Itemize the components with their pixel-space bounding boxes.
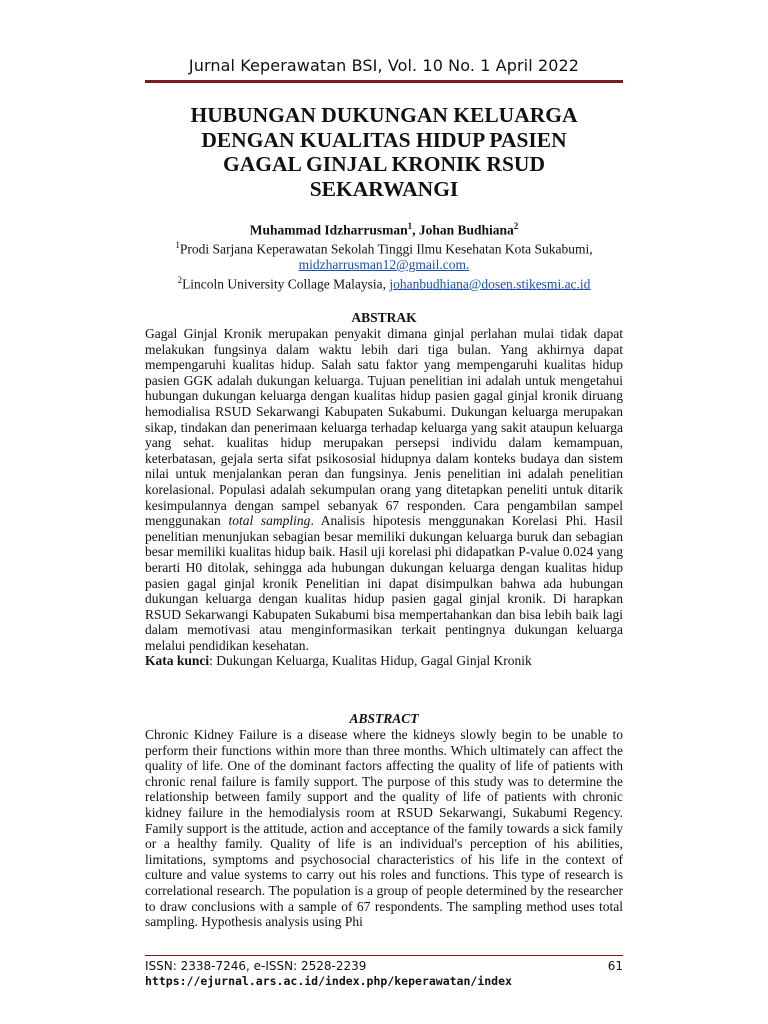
title-line: SEKARWANGI (309, 176, 459, 201)
affiliation-sup: 2 (177, 274, 183, 285)
abstrak-italic-term: total sampling (228, 513, 311, 529)
affiliation-text: Lincoln University Collage Malaysia, (182, 276, 390, 291)
author-sup: 1 (407, 221, 413, 231)
author-block (145, 219, 623, 292)
author-name: Johan Budhiana (418, 222, 514, 238)
abstrak-heading: ABSTRAK (351, 310, 417, 325)
author-sup: 2 (513, 221, 519, 231)
affiliation-text: Prodi Sarjana Keperawatan Sekolah Tinggi Ilmu Kesehatan Kota Sukabumi, (179, 241, 593, 257)
footer-rule (145, 955, 623, 956)
abstract-body: Chronic Kidney Failure is a disease where the kidneys slowly begin to be unable to perform their functions within more than three months. Which ultimately can affect the quality of life. One of the dominant factors affecting the quality of life of patients with chronic renal failure is family support. The purpose of this study was to determine the relationship between family support and the quality of life of patients with chronic kidney failure in the hemodialysis room at RSUD Sekarwangi, Sukabumi Regency. Family support is the attitude, action and acceptance of the family towards a sick family or a healthy family. Quality of life is an individual's perception of his abilities, limitations, symptoms and psychosocial characteristics of his life in the context of culture and value systems to carry out his roles and functions. This type of research is correlational research. The population is a group of people determined by the researcher to draw conclusions with a sample of 67 respondents. The sampling method uses total sampling. Hypothesis analysis using Phi (145, 727, 623, 930)
affiliation-1 (145, 238, 623, 257)
paper-title (145, 103, 623, 201)
affiliation-1-email-line (145, 257, 623, 273)
keywords-label: Kata kunci (145, 653, 210, 669)
author-names (145, 219, 623, 238)
keywords-text: : Dukungan Keluarga, Kualitas Hidup, Gagal Ginjal Kronik (209, 653, 532, 669)
journal-header: Jurnal Keperawatan BSI, Vol. 10 No. 1 April 2022 (188, 56, 580, 75)
affiliation-sup: 1 (175, 240, 180, 250)
page-number: 61 (607, 959, 623, 973)
abstract-heading: ABSTRACT (349, 711, 419, 726)
abstrak-text: Gagal Ginjal Kronik merupakan penyakit dimana ginjal perlahan mulai tidak dapat melakukan fungsinya dalam waktu lebih dari tiga bulan. Yang akhirnya dapat mempengaruhi kualitas hidup. Salah satu faktor yang mempengaruhi kualitas hidup pasien GGK adalah dukungan keluarga. Tujuan penelitian ini adalah untuk mengetahui hubungan dukungan keluarga dengan kualitas hidup pasien gagal ginjal kronik diruang hemodialisa RSUD Sekarwangi Kabupaten Sukabumi. Dukungan keluarga merupakan sikap, tindakan dan penerimaan keluarga terhadap keluarga yang sakit ataupun keluarga yang sehat. kualitas hidup merupakan persepsi individu dalam kemampuan, keterbatasan, gejala serta sifat psikososial hidupnya dalam konteks budaya dan sistem nilai untuk menjalankan peran dan fungsinya. Jenis penelitian ini adalah penelitian korelasional. Populasi adalah sekumpulan orang yang ditetapkan peneliti untuk ditarik kesimpulannya dengan sampel sebanyak 67 responden. Cara pengambilan sampel menggunakan (145, 326, 623, 529)
email-link[interactable]: johanbudhiana@dosen.stikesmi.ac.id (389, 276, 591, 291)
title-line: HUBUNGAN DUKUNGAN KELUARGA (190, 103, 578, 127)
keywords (145, 653, 623, 669)
header-rule (145, 80, 623, 83)
email-link[interactable]: midzharrusman12@gmail.com. (298, 257, 470, 272)
author-separator: , (412, 222, 419, 238)
footer-issn: ISSN: 2338-7246, e-ISSN: 2528-2239 (145, 959, 367, 973)
abstrak-text: . Analisis hipotesis menggunakan Korelasi Phi. Hasil penelitian menunjukan sebagian besar memiliki dukungan keluarga buruk dan sebagian besar memiliki kualitas hidup baik. Hasil uji korelasi phi didapatkan P-value 0.024 yang berarti H0 ditolak, sehingga ada hubungan dukungan keluarga dengan kualitas hidup pasien gagal ginjal kronik Penelitian ini dapat disimpulkan bahwa ada hubungan dukungan keluarga dengan kualitas hidup pasien gagal ginjal kronik. Di harapkan RSUD Sekarwangi Kabupaten Sukabumi bisa mempertahankan dan bisa lebih baik lagi dalam memotivasi atau menginformasikan terkait pentingnya dukungan keluarga melalui pendidikan kesehatan. (145, 513, 623, 653)
title-line: GAGAL GINJAL KRONIK RSUD (223, 152, 545, 176)
footer-url[interactable]: https://ejurnal.ars.ac.id/index.php/keperawatan/index (145, 974, 512, 988)
abstrak-body (145, 326, 623, 669)
author-name: Muhammad Idzharrusman (249, 222, 408, 238)
title-line: DENGAN KUALITAS HIDUP PASIEN (201, 127, 567, 152)
affiliation-2 (145, 273, 623, 292)
